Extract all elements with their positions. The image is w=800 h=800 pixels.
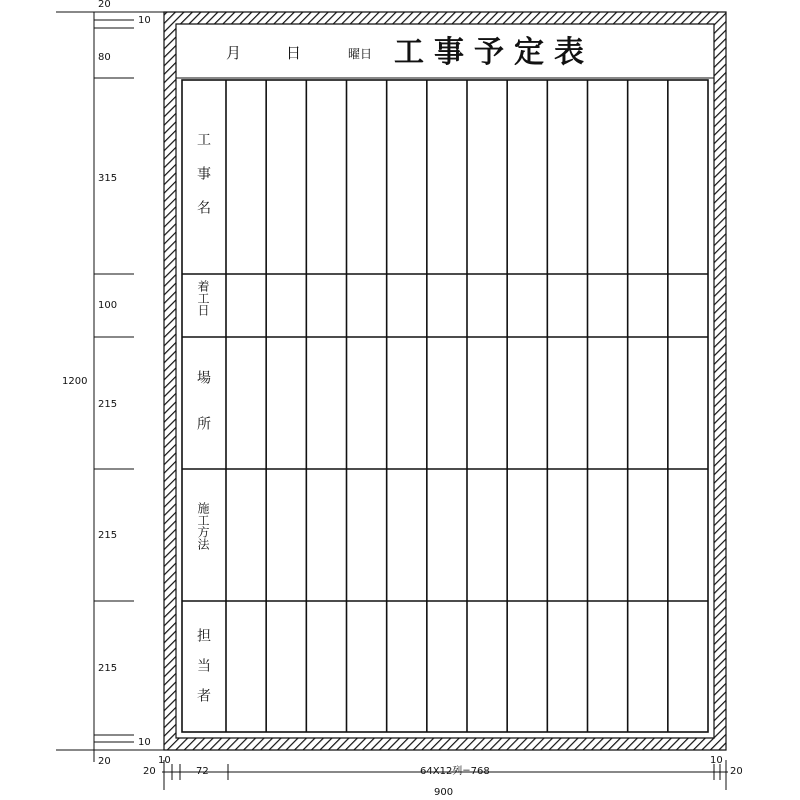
row-separators (182, 274, 708, 601)
weekday-label: 曜日 (348, 47, 373, 61)
dim-left-margin: 20 (143, 766, 156, 777)
day-label: 日 (286, 44, 302, 62)
month-label: 月 (226, 44, 242, 62)
dim-total-height: 1200 (62, 376, 88, 387)
column-separators (226, 80, 668, 732)
dim-total-width: 900 (434, 787, 454, 798)
dim-row-person: 215 (98, 663, 118, 674)
dim-bottom-margin: 20 (98, 756, 111, 767)
left-dimension (56, 12, 164, 762)
dim-row-start-date: 100 (98, 300, 118, 311)
dim-top-margin: 20 (98, 0, 111, 10)
dim-right-margin: 20 (730, 766, 743, 777)
dim-bottom-frame: 10 (138, 737, 151, 748)
row-label-location: 場所 (195, 370, 211, 462)
dim-label-column: 72 (196, 766, 209, 777)
board-title: 工事予定表 (394, 35, 594, 70)
dim-columns: 64X12列=768 (420, 766, 490, 777)
row-label-method: 施工方法 (196, 502, 210, 550)
row-label-start-date: 着工日 (196, 280, 210, 316)
dim-left-frame: 10 (158, 755, 171, 766)
row-label-person-in-charge: 担当者 (195, 628, 211, 718)
board-frame (164, 12, 726, 750)
dim-row-location: 215 (98, 399, 118, 410)
dim-row-method: 215 (98, 530, 118, 541)
dim-right-frame: 10 (710, 755, 723, 766)
row-label-project-name: 工事名 (195, 132, 211, 234)
dim-title-strip: 80 (98, 52, 111, 63)
dim-top-frame: 10 (138, 15, 151, 26)
dim-row-project-name: 315 (98, 173, 118, 184)
schedule-grid (182, 80, 708, 732)
